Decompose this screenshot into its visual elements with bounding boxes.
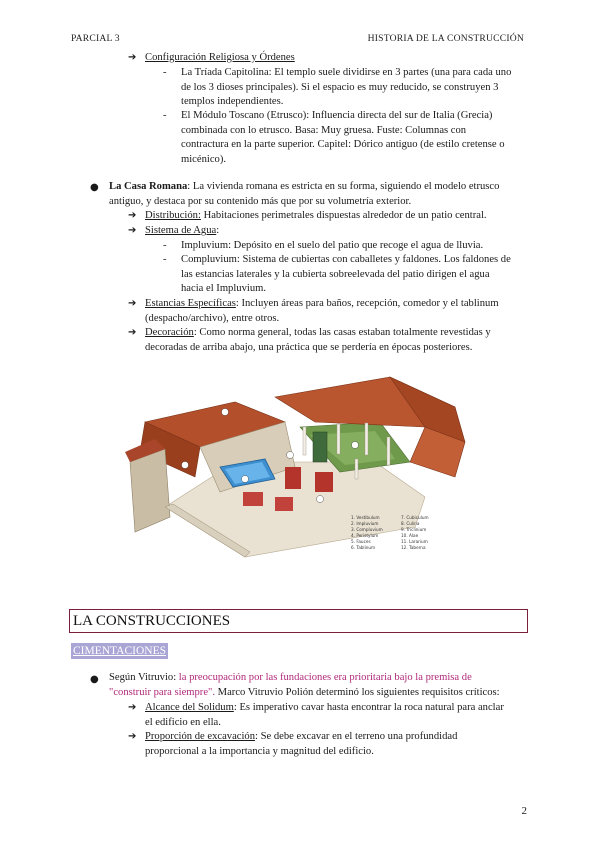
vitruvio-paragraph xyxy=(109,671,500,700)
religion-item-2 xyxy=(181,109,505,167)
arrow-icon: ➔ xyxy=(128,225,137,236)
dash-icon: - xyxy=(163,110,167,121)
proporcion-label: Proporción de excavación xyxy=(145,731,256,742)
text-line: las estancias laterales y la cubierta sobreelevada del patio dirigen el agua xyxy=(181,268,490,280)
header-left: PARCIAL 3 xyxy=(71,33,120,44)
text-line: Compluvium: Sistema de cubiertas con caballetes y faldones. Los faldones de xyxy=(181,254,511,265)
arrow-icon: ➔ xyxy=(128,298,137,309)
legend-col-1 xyxy=(351,515,383,551)
legend-item: 1. Vestibulum xyxy=(351,515,380,520)
legend-item: 2. Impluvium xyxy=(351,521,379,526)
text-line: templos independientes. xyxy=(181,96,284,108)
legend-item: 5. Fauces xyxy=(351,539,371,544)
arrow-icon: ➔ xyxy=(128,210,137,221)
page-number: 2 xyxy=(521,805,527,817)
decoracion-label: Decoración xyxy=(145,327,194,338)
casa-agua xyxy=(145,224,219,239)
proporcion-item xyxy=(145,730,457,759)
arrow-icon: ➔ xyxy=(128,702,137,713)
subsection-title: CIMENTACIONES xyxy=(73,645,166,657)
casa-title: La Casa Romana xyxy=(109,181,188,192)
impluvium-text: Impluvium: Depósito en el suelo del patio que recoge el agua de lluvia. xyxy=(181,240,484,251)
estancias-label: Estancias Específicas xyxy=(145,298,236,309)
casa-intro xyxy=(109,180,499,209)
text-line: : Como norma general, todas las casas estaban totalmente revestidas y xyxy=(193,327,491,338)
vitruvio-highlight: la preocupación por las fundaciones era prioritaria bajo la premisa de xyxy=(178,672,472,683)
text-line: contractura en la parte superior. Capitel: Dórico antiguo (de estilo cretense o xyxy=(181,139,505,151)
religion-title: Configuración Religiosa y Órdenes xyxy=(145,52,295,63)
legend-item: 7. Cubiculum xyxy=(401,515,429,520)
text-line: El Módulo Toscano (Etrusco): Influencia directa del sur de Italia (Grecia) xyxy=(181,110,493,121)
dash-icon: - xyxy=(163,254,167,265)
legend-col-2 xyxy=(401,515,429,551)
compluvium-text xyxy=(181,253,511,297)
legend-item: 11. Lararium xyxy=(401,539,428,544)
text-line: el edificio en ella. xyxy=(145,716,221,728)
agua-label: Sistema de Agua xyxy=(145,225,217,236)
text-line: hacia el Impluvium. xyxy=(181,283,267,295)
casa-decoracion xyxy=(145,326,491,355)
arrow-icon: ➔ xyxy=(128,731,137,742)
dash-icon: - xyxy=(163,67,167,78)
casa-estancias xyxy=(145,297,499,326)
legend-item: 8. Culina xyxy=(401,521,420,526)
text-line: (despacho/archivo), entre otros. xyxy=(145,312,280,324)
legend-item: 6. Tablinum xyxy=(351,545,376,550)
bullet-icon: ● xyxy=(90,182,99,193)
text-line: Marco Vitruvio Polión determinó los siguientes requisitos críticos: xyxy=(215,686,500,698)
text-line: La Tríada Capitolina: El templo suele dividirse en 3 partes (una para cada uno xyxy=(181,67,512,78)
text-line: proporcional a la importancia y magnitud del edificio. xyxy=(145,745,374,757)
casa-distribucion xyxy=(145,209,487,224)
arrow-icon: ➔ xyxy=(128,327,137,338)
section-title: LA CONSTRUCCIONES xyxy=(69,609,528,633)
text-line: antiguo, y destaca por su contenido más que por su volumetría exterior. xyxy=(109,195,412,207)
legend-item: 12. Taberna xyxy=(401,545,426,550)
distribucion-text: Habitaciones perimetrales dispuestas alrededor de un patio central. xyxy=(200,210,487,221)
alcance-label: Alcance del Solidum xyxy=(145,702,234,713)
roman-house-illustration xyxy=(125,367,480,562)
text-line: micénico). xyxy=(181,153,227,165)
text-line: de los 3 dioses principales). Si el espacio es muy reducido, se construyen 3 xyxy=(181,81,499,93)
dash-icon: - xyxy=(163,240,167,251)
distribucion-label: Distribución: xyxy=(145,210,201,221)
agua-colon: : xyxy=(216,225,220,236)
text-line: : La vivienda romana es estricta en su forma, siguiendo el modelo etrusco xyxy=(187,181,500,192)
header-right: HISTORIA DE LA CONSTRUCCIÓN xyxy=(367,33,524,44)
bullet-icon: ● xyxy=(90,674,99,685)
arrow-icon: ➔ xyxy=(128,52,137,63)
text-line: decoradas de arriba abajo, una práctica que se perdería en épocas posteriores. xyxy=(145,341,473,353)
alcance-item xyxy=(145,701,504,730)
vitruvio-highlight: "construir para siempre". xyxy=(109,686,216,698)
text-line: : Es imperativo cavar hasta encontrar la roca natural para anclar xyxy=(233,702,504,713)
religion-item-1 xyxy=(181,66,511,110)
legend-item: 10. Alae xyxy=(401,533,419,538)
legend-item: 9. Triclinium xyxy=(401,527,427,532)
text-line: : Se debe excavar en el terreno una profundidad xyxy=(255,731,458,742)
vitruvio-intro: Según Vitruvio: xyxy=(109,672,179,683)
text-line: : Incluyen áreas para baños, recepción, comedor y el tablinum xyxy=(235,298,499,309)
legend-item: 3. Compluvium xyxy=(351,527,383,532)
text-line: combinada con lo etrusco. Basa: Muy gruesa. Fuste: Columnas con xyxy=(181,124,467,136)
legend-item: 4. Peristylum xyxy=(351,533,379,538)
